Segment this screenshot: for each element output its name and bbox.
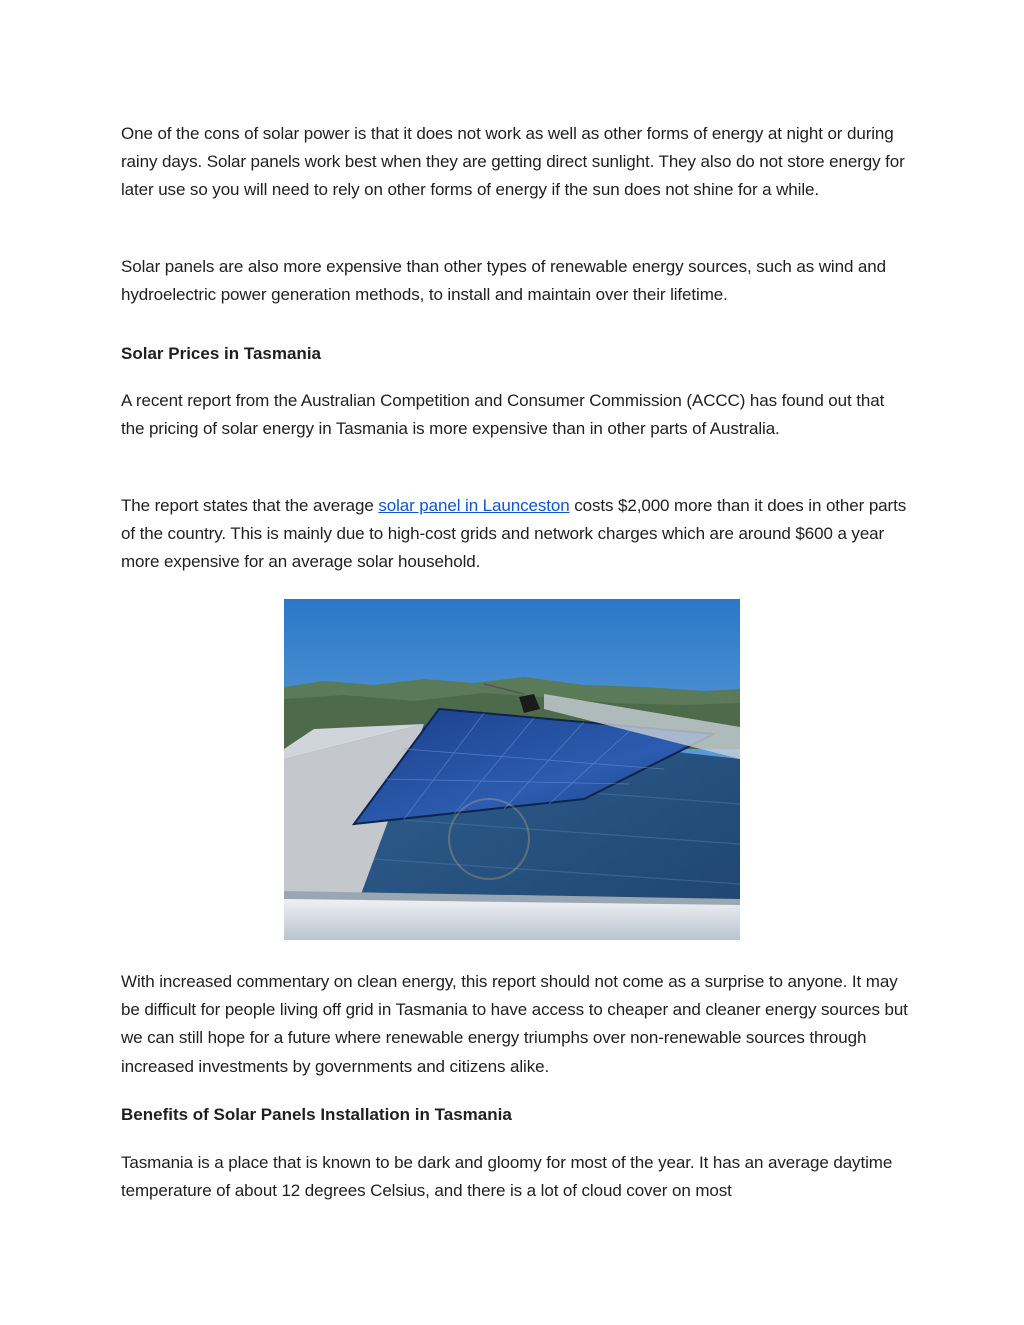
paragraph-report-states <box>121 492 911 577</box>
solar-panel-roof-photo <box>284 599 740 940</box>
report-text-before-link: The report states that the average <box>121 496 379 515</box>
heading-solar-prices: Solar Prices in Tasmania <box>121 344 321 363</box>
heading-benefits: Benefits of Solar Panels Installation in Tasmania <box>121 1105 512 1124</box>
paragraph-tasmania-climate: Tasmania is a place that is known to be dark and gloomy for most of the year. It has an average daytime temperature of about 12 degrees Celsius, and there is a lot of cloud cover on most <box>121 1153 893 1201</box>
paragraph-clean-energy: With increased commentary on clean energy, this report should not come as a surprise to anyone. It may be difficult for people living off grid in Tasmania to have access to cheaper and cleaner energy sources but we can still hope for a future where renewable energy triumphs over non-renewable sources through increased investments by governments and citizens alike. <box>121 972 908 1076</box>
solar-panel-launceston-link[interactable]: solar panel in Launceston <box>378 496 570 515</box>
report-text-after-link: costs $2,000 more than it does in other parts of the country. This is mainly due to high-cost grids and network charges which are around $600 a year more expensive for an average solar household. <box>121 496 907 572</box>
paragraph-solar-cons: One of the cons of solar power is that it does not work as well as other forms of energy at night or during rainy days. Solar panels work best when they are getting direct sunlight. They also do not store energy for later use so you will need to rely on other forms of energy if the sun does not shine for a while. <box>121 124 905 200</box>
paragraph-solar-expense: Solar panels are also more expensive than other types of renewable energy sources, such as wind and hydroelectric power generation methods, to install and maintain over their lifetime. <box>121 257 886 305</box>
paragraph-accc-report: A recent report from the Australian Competition and Consumer Commission (ACCC) has found out that the pricing of solar energy in Tasmania is more expensive than in other parts of Australia. <box>121 391 885 439</box>
